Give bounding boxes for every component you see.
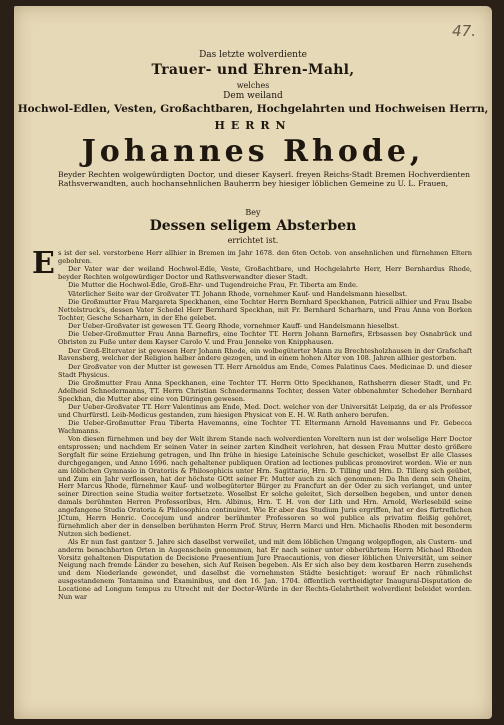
title-closing: errichtet ist. [227, 236, 279, 245]
title-offices: Beyder Rechten wolgewürdigten Doctor, und dieser Kayserl. freyen Reichs-Stadt Bremen Hochverdienten Rathsverwandten, auch hochansehnlichen Bauherrn bey hiesiger löblichen Gemeine zu U. L. Frauen, [58, 170, 470, 188]
paragraph: Der Großvater von der Mutter ist gewesen TT. Herr Arnoldus am Ende, Comes Palatinus Caes. Medicinae D. und dieser Stadt Physicus. [58, 362, 472, 379]
paragraph: Von diesen fürnehmen und bey der Welt ihrem Stande nach wolverdienten Voreltern nun ist der wolselige Herr Doctor entsprossen; und nachdem Er seinen Vater in seiner zarten Kindheit verlohren, hat dessen Frau Mutter desto größere Sorgfalt für seine Erziehung getragen, und Ihn frühe in hiesige Lateinische Schule geschicket, woselbst Er alle Classes durchgegangen, und Anno 1696. nach gehaltener publiquen Oration ad lectiones publicas promoviret worden. Wie er nun am löblichen Gymnasio in Oratoriis & Philosophicis unter Hrn. Sagittario, Hrn. D. Tilling und Hrn. D. Tillerg sich geübet, und Zum ein Jahr verflossen, hat der höchste GOtt seiner Fr. Mutter auch zu sich genommen: Da Ihn denn sein Oheim, Herr Marcus Rhode, fürnehmer Kauf- und wolbegüterter Bürger zu Francfurt an der Oder zu sich verlanget, und unter seiner Direction seine Studia weiter fortsetzete. Woselbst Er solche geleitet, Sich derselben begeben, und unter denen damals berühmten Herren Professoribus, Hrn. Albinus, Hrn. T. H. von der Lith und Hrn. Arnold, Werlesebild seine angefangene Studia Oratoria & Philosophica continuiret. Wie Er aber das Studium Juris ergriffen, hat er des fürtreflichen JCtum, Herrn Henric. Coccejum und andrer berühmter Professoren so wol publice als privatim fleißig gehöret, fürnehmlich aber der in denselben berühmten Herrn Prof. Struv, Herrn Marci und Hrn. Michaelis Rhoden mit besonderm Nutzen sich bedienet. [58, 435, 472, 538]
page-number: 47. [452, 22, 476, 40]
paragraph: Väterlicher Seite war der Großvater TT. Johann Rhode, vornehmer Kauf- und Handelsmann hieselbst. [68, 289, 408, 298]
paragraph-text: s ist der sel. verstorbene Herr allhier in Bremen im Jahr 1678. den 6ten Octob. von ansehnlichen und fürnehmen Eltern gebohren. [58, 249, 472, 265]
paragraph: Der Ueber-Großvater TT. Herr Valentinus am Ende, Med. Doct. welcher von der Universität Leipzig, da er als Professor und Churfürstl. Leib-Medicus gestanden, zum hiesigen Physicat von E. H. W. Rath anhero berufen. [58, 403, 472, 419]
title-honorifics: Hochwol-Edlen, Vesten, Großachtbaren, Hochgelahrten und Hochweisen Herrn, [17, 103, 489, 115]
title-name: Johannes Rhode, [81, 134, 425, 169]
document-page [14, 6, 492, 719]
paragraph: Der Vater war der weiland Hochwol-Edle, Veste, Großachtbare, und Hochgelahrte Herr, Herr Bernhardus Rhode, beyder Rechten wolgewürdiger Doctor und Rathsverwandter dieser Stadt. [58, 265, 472, 282]
paragraph: Die Großmutter Frau Margareta Speckhanen, eine Tochter Herrn Bernhard Speckhanen, Patricii allhier und Frau Ilsabe Nettelstruck's, dessen Vater Schedel Herr Bernhard Speckhan, mit Fr. Bernhard Scharharn, und Frau Anna von Borken Tochter, Gesche Scharharn, in der Ehe gelebet. [58, 298, 472, 322]
title-herrn: HERRN [214, 119, 292, 132]
paragraph: Der Groß-Eltervater ist gewesen Herr Johann Rhode, ein wolbegüterter Mann zu Brechtesholzhausen in der Grafschaft Ravensberg, welcher der Religion halber andere gezogen, und in einem hohen Alter von 108. Jahren allhier gestorben. [58, 346, 472, 363]
paragraph: Als Er nun fast gantzer 5. Jahre sich daselbst verweilet, und mit dem löblichen Umgang wolgepflogen, als Custern- und anderm benachbarten Orten in Augenschein genommen, hat Er nach seiner unter obberührtem Herrn Michael Rhoden Vorsitz gehaltenen Disputation de Decisione Praesentium Jure Praecautionis, von dieser löblichen Universität, um seiner Neigung nach fremde Länder zu besehen, sich Auf Reisen begeben. Als Er sich also bey dem kostbaren Herrn zusehends und dem Niederlande gewendet, und daselbst die vornehmsten Städte besichtiget: worauf Er nach rühmlichst ausgestandenem Tentamina und Examinibus, und den 16. Jan. 1704. öffentlich vertheidigter Inaugural-Disputation de Locatione ad Longum tempus zu Utrecht mit der Doctor-Würde in der Rechts-Gelahrtheit wolverdient beleidet worden. Nun war [58, 537, 472, 601]
title-line-4: Dem weiland [223, 91, 283, 101]
paragraph: Die Ueber-Großmutter Frau Tiberta Havemanns, eine Tochter TT. Eltermann Arnold Havemanns und Fr. Gebecca Wachmanns. [58, 419, 472, 436]
title-line-3: welches [236, 81, 270, 90]
paragraph: Die Ueber-Großmutter Frau Anna Barnefirs, eine Tochter TT. Herrn Johann Barnefirs, Erbsassen bey Osnabrück und Obristen zu Fuße unter dem Kayser Carolo V. und Frau Jenneke von Knipphausen. [58, 330, 472, 347]
title-subheading: Dessen seligem Absterben [149, 218, 357, 234]
paragraph: Die Mutter die Hochwol-Edle, Groß-Ehr- und Tugendreiche Frau, Fr. Tiberta am Ende. [68, 281, 359, 290]
paragraph: Der Ueber-Großvater ist gewesen TT. Georg Rhode, vornehmer Kauff- und Handelsmann hieselbst. [68, 322, 400, 331]
biography-text [32, 246, 472, 602]
title-line-1: Das letzte wolverdiente [199, 50, 307, 60]
paragraph: Die Großmutter Frau Anna Speckhanen, eine Tochter TT. Herrn Otto Speckhanen, Rathsherrn dieser Stadt, und Fr. Adelheid Schnedermanns, TT. Herrn Christian Schnedermanns Tochter, dessen Vater obbenahmter Schedeher Bernhard Speckhan, die Mutter aber eine von Düringen gewesen. [58, 379, 472, 403]
drop-cap: E [32, 246, 55, 281]
title-heading: Trauer- und Ehren-Mahl, [151, 62, 355, 78]
title-bey: Bey [245, 208, 261, 217]
